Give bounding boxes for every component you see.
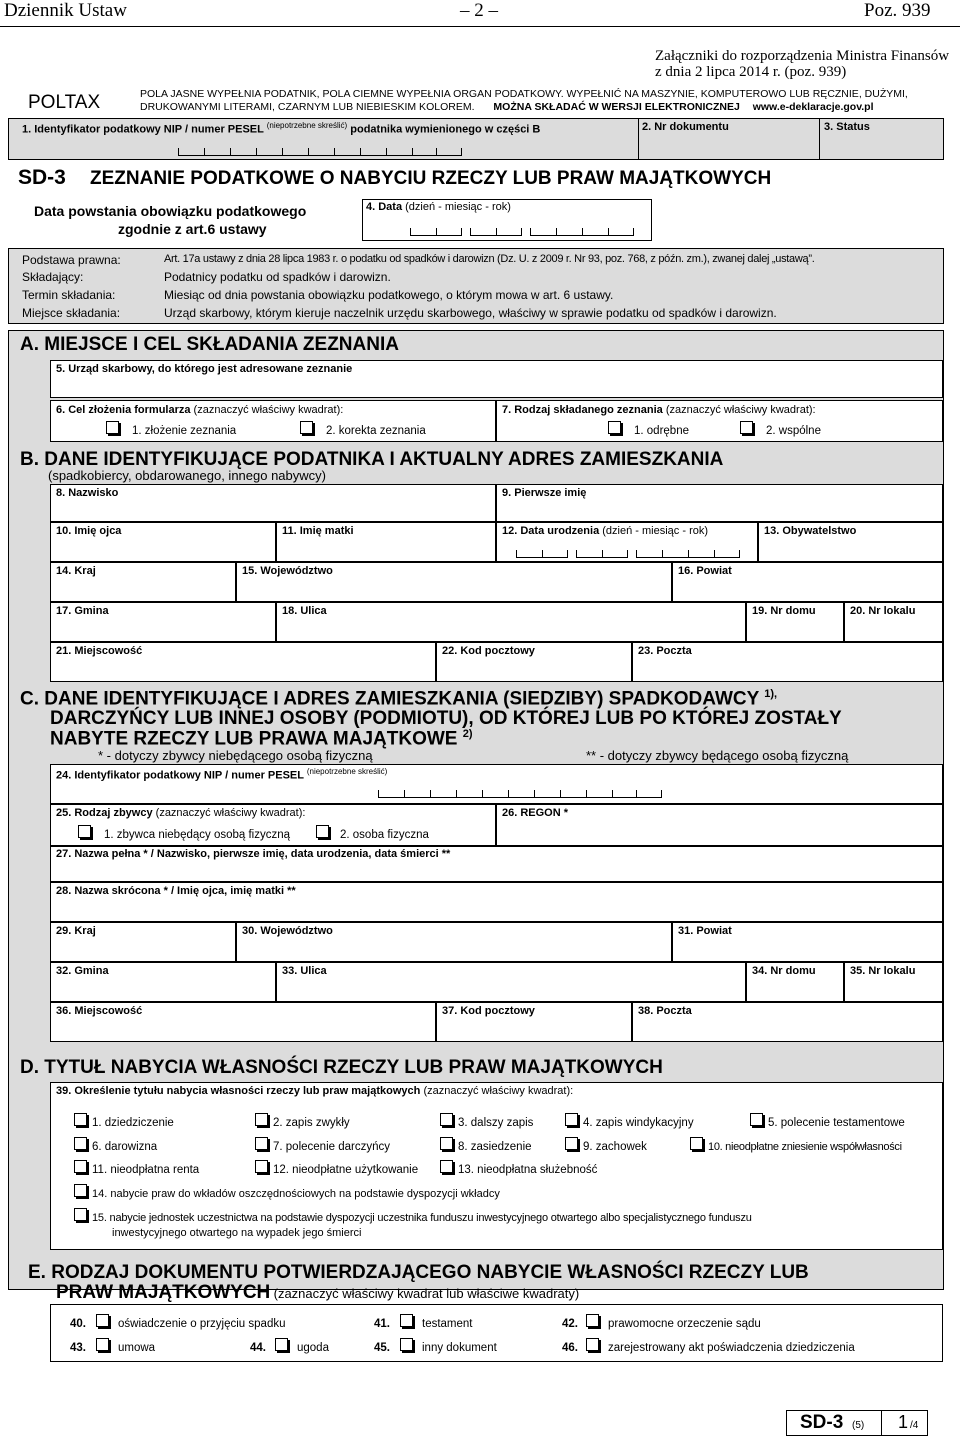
checkbox-vindication-bequest[interactable] <box>565 1113 578 1126</box>
short-name-label: 28. Nazwa skrócona * / Imię ojca, imię matki ** <box>56 885 296 897</box>
nip-pesel-label <box>22 121 540 136</box>
donor-county-label: 31. Powiat <box>678 925 732 937</box>
father-name-label: 10. Imię ojca <box>56 525 122 537</box>
submitter-label: Składający: <box>22 270 84 284</box>
footer-version: (5) <box>852 1420 865 1431</box>
donor-type-note: (zaznaczyć właściwy kwadrat): <box>155 807 306 819</box>
regon-label: 26. REGON * <box>502 807 569 819</box>
checkbox-court-ruling[interactable] <box>586 1314 599 1327</box>
option-testament: testament <box>422 1318 473 1330</box>
place-value: Urząd skarbowy, którym kieruje naczelnik urzędu skarbowego, właściwy w sprawie podatku od spadków i darowizn. <box>164 306 777 320</box>
option-further-bequest: 3. dalszy zapis <box>458 1117 534 1129</box>
obligation-date-subtitle: zgodnie z art.6 ustawy <box>118 221 267 237</box>
form-code: SD-3 <box>18 166 66 189</box>
donor-street-field[interactable] <box>276 962 746 1002</box>
purpose-note: (zaznaczyć właściwy kwadrat): <box>193 404 344 416</box>
checkbox-natural-person[interactable] <box>316 825 329 838</box>
purpose-label-text: 6. Cel złożenia formularza <box>56 404 191 416</box>
option-testamentary-instruction: 5. polecenie testamentowe <box>768 1117 905 1129</box>
voivodeship-label: 15. Województwo <box>242 565 333 577</box>
item-45-number: 45. <box>374 1342 390 1354</box>
option-free-annuity: 11. nieodpłatna renta <box>92 1164 200 1176</box>
donor-nip-label-text: 24. Identyfikator podatkowy NIP / numer PESEL <box>56 769 304 782</box>
surname-label: 8. Nazwisko <box>56 487 119 499</box>
item-41-number: 41. <box>374 1318 390 1330</box>
option-agreement: umowa <box>118 1342 156 1354</box>
birth-date-label-text: 12. Data urodzenia <box>502 525 600 537</box>
option-submission: 1. złożenie zeznania <box>132 425 237 437</box>
donor-nip-input[interactable] <box>378 790 662 798</box>
purpose-label <box>56 404 343 416</box>
nip-pesel-note: (niepotrzebne skreślić) <box>266 121 348 130</box>
nip-pesel-input[interactable] <box>178 148 462 156</box>
section-c-title-1-text: C. DANE IDENTYFIKUJĄCE I ADRES ZAMIESZKANIA (SIEDZIBY) SPADKODAWCY <box>20 688 759 710</box>
place-label: Miejsce składania: <box>22 306 121 320</box>
instructions-line-1: POLA JASNE WYPEŁNIA PODATNIK, POLA CIEMNE WYPEŁNIA ORGAN PODATKOWY. WYPEŁNIĆ NA MASZYNIE, KOMPUTEROWO LUB RĘCZNIE, DUŻYMI, <box>140 88 908 100</box>
header-divider <box>0 26 960 27</box>
checkbox-correction[interactable] <box>300 421 313 434</box>
option-non-natural-person: 1. zbywca niebędący osobą fizyczną <box>104 829 291 841</box>
birth-day-input[interactable] <box>516 550 568 558</box>
legal-basis-label: Podstawa prawna: <box>22 253 121 267</box>
option-separate: 1. odrębne <box>634 425 689 437</box>
checkbox-further-bequest[interactable] <box>440 1113 453 1126</box>
option-inheritance-certificate: zarejestrowany akt poświadczenia dziedziczenia <box>608 1342 855 1354</box>
checkbox-agreement[interactable] <box>96 1338 109 1351</box>
annex-line-2: z dnia 2 lipca 2014 r. (poz. 939) <box>655 64 847 80</box>
option-inheritance: 1. dziedziczenie <box>92 1117 174 1129</box>
option-natural-person: 2. osoba fizyczna <box>340 829 429 841</box>
donor-type-label-text: 25. Rodzaj zbywcy <box>56 807 153 819</box>
street-label: 18. Ulica <box>282 605 327 617</box>
checkbox-free-usufruct[interactable] <box>255 1160 268 1173</box>
section-b-subtitle: (spadkobiercy, obdarowanego, innego nabywcy) <box>48 468 326 483</box>
option-co-ownership-dissolution: 10. nieodpłatne zniesienie współwłasności <box>708 1141 902 1153</box>
full-name-label: 27. Nazwa pełna * / Nazwisko, pierwsze imię, data urodzenia, data śmierci ** <box>56 848 451 860</box>
donor-post-office-label: 38. Poczta <box>638 1005 692 1017</box>
natural-person-note: ** - dotyczy zbywcy będącego osobą fizyczną <box>586 748 849 763</box>
footer-total-pages: /4 <box>910 1420 919 1431</box>
street-field[interactable] <box>276 602 746 642</box>
option-vindication-bequest: 4. zapis windykacyjny <box>583 1117 694 1129</box>
donor-nip-label <box>56 767 387 782</box>
declaration-type-note: (zaznaczyć właściwy kwadrat): <box>665 404 816 416</box>
instructions-electronic: MOŻNA SKŁADAĆ W WERSJI ELEKTRONICZNEJ <box>493 101 740 113</box>
poltax-logo: POLTAX <box>28 92 101 113</box>
date-year-input[interactable] <box>530 228 634 236</box>
item-40-number: 40. <box>70 1318 86 1330</box>
birth-year-input[interactable] <box>636 550 740 558</box>
checkbox-free-easement[interactable] <box>440 1160 453 1173</box>
postal-code-label: 22. Kod pocztowy <box>442 645 535 657</box>
checkbox-legitime[interactable] <box>565 1137 578 1150</box>
county-label: 16. Powiat <box>678 565 732 577</box>
date-day-input[interactable] <box>410 228 462 236</box>
option-ordinary-bequest: 2. zapis zwykły <box>273 1117 350 1129</box>
commune-label: 17. Gmina <box>56 605 109 617</box>
instructions-line-2 <box>140 101 874 113</box>
option-legitime: 9. zachowek <box>583 1141 647 1153</box>
acquisition-title-label-text: 39. Określenie tytułu nabycia własności rzeczy lub praw majątkowych <box>56 1085 421 1097</box>
option-donation: 6. darowizna <box>92 1141 158 1153</box>
date-field-note: (dzień - miesiąc - rok) <box>405 201 511 213</box>
legal-basis-value: Art. 17a ustawy z dnia 28 lipca 1983 r. o podatku od spadków i darowizn (Dz. U. z 2009 r. Nr 93, poz. 768, z późn. zm.), zwanej dalej „ustawą”. <box>164 253 815 265</box>
section-c-title-1 <box>20 688 777 710</box>
donor-street-label: 33. Ulica <box>282 965 327 977</box>
citizenship-label: 13. Obywatelstwo <box>764 525 857 537</box>
checkbox-free-annuity[interactable] <box>74 1160 87 1173</box>
position-number: Poz. 939 <box>864 0 931 21</box>
birth-date-label <box>502 525 708 537</box>
first-name-label: 9. Pierwsze imię <box>502 487 587 499</box>
donor-locality-label: 36. Miejscowość <box>56 1005 143 1017</box>
donor-country-label: 29. Kraj <box>56 925 96 937</box>
donor-nip-note: (niepotrzebne skreślić) <box>306 767 388 776</box>
instructions-colors: DRUKOWANYMI LITERAMI, CZARNYM LUB NIEBIESKIM KOLOREM. <box>140 101 475 113</box>
country-label: 14. Kraj <box>56 565 96 577</box>
item-46-number: 46. <box>562 1342 578 1354</box>
option-correction: 2. korekta zeznania <box>326 425 426 437</box>
donor-voivodeship-label: 30. Województwo <box>242 925 333 937</box>
checkbox-submission[interactable] <box>106 421 119 434</box>
option-savings-deposits: 14. nabycie praw do wkładów oszczędnościowych na podstawie dyspozycji wkładcy <box>92 1188 500 1200</box>
declaration-type-label-text: 7. Rodzaj składanego zeznania <box>502 404 663 416</box>
document-number-label: 2. Nr dokumentu <box>642 121 729 133</box>
checkbox-investment-units[interactable] <box>74 1208 87 1221</box>
item-44-number: 44. <box>250 1342 266 1354</box>
checkbox-joint[interactable] <box>740 421 753 434</box>
form-title: ZEZNANIE PODATKOWE O NABYCIU RZECZY LUB PRAW MAJĄTKOWYCH <box>90 168 772 189</box>
donor-commune-label: 32. Gmina <box>56 965 109 977</box>
submitter-value: Podatnicy podatku od spadków i darowizn. <box>164 270 391 284</box>
option-investment-units: 15. nabycie jednostek uczestnictwa na podstawie dyspozycji uczestnika funduszu inwestycyjnego otwartego albo specjalistycznego funduszu <box>92 1212 752 1224</box>
nip-pesel-label-tail: podatnika wymienionego w części B <box>350 123 541 136</box>
birth-month-input[interactable] <box>576 550 628 558</box>
section-c-footnote-2: 2) <box>462 728 473 740</box>
checkbox-separate[interactable] <box>608 421 621 434</box>
deadline-value: Miesiąc od dnia powstania obowiązku podatkowego, o którym mowa w art. 6 ustawy. <box>164 288 614 302</box>
obligation-date-title: Data powstania obowiązku podatkowego <box>34 203 307 219</box>
status-label: 3. Status <box>824 121 870 133</box>
deadline-label: Termin składania: <box>22 288 116 302</box>
page-number: – 2 – <box>460 0 498 21</box>
section-d-title: D. TYTUŁ NABYCIA WŁASNOŚCI RZECZY LUB PRAW MAJĄTKOWYCH <box>20 1057 663 1078</box>
option-joint: 2. wspólne <box>766 425 821 437</box>
option-free-easement: 13. nieodpłatna służebność <box>458 1164 598 1176</box>
section-e-title-2-text: PRAW MAJĄTKOWYCH <box>56 1282 271 1303</box>
checkbox-non-natural-person[interactable] <box>78 825 91 838</box>
section-e-title-1: E. RODZAJ DOKUMENTU POTWIERDZAJĄCEGO NABYCIE WŁASNOŚCI RZECZY LUB <box>28 1262 809 1283</box>
checkbox-testamentary-instruction[interactable] <box>750 1113 763 1126</box>
mother-name-label: 11. Imię matki <box>282 525 354 537</box>
annex-line-1: Załączniki do rozporządzenia Ministra Finansów <box>655 48 950 64</box>
section-e-title-2 <box>56 1282 579 1304</box>
checkbox-settlement[interactable] <box>275 1338 288 1351</box>
declaration-type-label <box>502 404 816 416</box>
checkbox-inheritance-certificate[interactable] <box>586 1338 599 1351</box>
donor-type-label <box>56 807 305 819</box>
checkbox-other-document[interactable] <box>400 1338 413 1351</box>
section-b-title: B. DANE IDENTYFIKUJĄCE PODATNIKA I AKTUALNY ADRES ZAMIESZKANIA <box>20 449 724 470</box>
donor-postal-code-label: 37. Kod pocztowy <box>442 1005 535 1017</box>
checkbox-inheritance-acceptance[interactable] <box>96 1314 109 1327</box>
section-e-note: (zaznaczyć właściwy kwadrat lub właściwe kwadraty) <box>273 1286 580 1301</box>
journal-name: Dziennik Ustaw <box>4 0 127 21</box>
footer-form-code: SD-3 <box>800 1412 844 1433</box>
checkbox-savings-deposits[interactable] <box>74 1184 87 1197</box>
option-free-usufruct: 12. nieodpłatne użytkowanie <box>273 1164 419 1176</box>
footer-page: 1 <box>898 1412 909 1432</box>
option-investment-units-continued: inwestycyjnego otwartego na wypadek jego śmierci <box>112 1227 362 1239</box>
checkbox-donation[interactable] <box>74 1137 87 1150</box>
acquisition-title-label <box>56 1085 573 1097</box>
date-month-input[interactable] <box>470 228 522 236</box>
section-c-title-2: DARCZYŃCY LUB INNEJ OSOBY (PODMIOTU), OD KTÓREJ LUB PO KTÓREJ ZOSTAŁY <box>50 708 842 729</box>
acquisition-title-note: (zaznaczyć właściwy kwadrat): <box>423 1085 574 1097</box>
option-court-ruling: prawomocne orzeczenie sądu <box>608 1318 761 1330</box>
donor-house-number-label: 34. Nr domu <box>752 965 816 977</box>
house-number-label: 19. Nr domu <box>752 605 816 617</box>
checkbox-donor-instruction[interactable] <box>255 1137 268 1150</box>
checkbox-adverse-possession[interactable] <box>440 1137 453 1150</box>
nip-pesel-label-text: 1. Identyfikator podatkowy NIP / numer PESEL <box>22 123 264 136</box>
option-donor-instruction: 7. polecenie darczyńcy <box>273 1141 390 1153</box>
donor-apartment-number-label: 35. Nr lokalu <box>850 965 916 977</box>
checkbox-ordinary-bequest[interactable] <box>255 1113 268 1126</box>
section-c-title-3 <box>50 728 473 750</box>
option-inheritance-acceptance: oświadczenie o przyjęciu spadku <box>118 1318 286 1330</box>
apartment-number-label: 20. Nr lokalu <box>850 605 916 617</box>
locality-label: 21. Miejscowość <box>56 645 143 657</box>
checkbox-inheritance[interactable] <box>74 1113 87 1126</box>
checkbox-co-ownership-dissolution[interactable] <box>690 1137 703 1150</box>
option-adverse-possession: 8. zasiedzenie <box>458 1141 532 1153</box>
option-other-document: inny dokument <box>422 1342 497 1354</box>
date-field-label-text: 4. Data <box>366 201 403 213</box>
legal-person-note: * - dotyczy zbywcy niebędącego osobą fizyczną <box>98 748 373 763</box>
checkbox-testament[interactable] <box>400 1314 413 1327</box>
tax-office-label: 5. Urząd skarbowy, do którego jest adresowane zeznanie <box>56 363 353 375</box>
section-a-title: A. MIEJSCE I CEL SKŁADANIA ZEZNANIA <box>20 334 399 355</box>
birth-date-note: (dzień - miesiąc - rok) <box>602 525 709 537</box>
post-office-label: 23. Poczta <box>638 645 692 657</box>
item-43-number: 43. <box>70 1342 86 1354</box>
date-field-label <box>366 201 511 213</box>
section-c-title-3-text: NABYTE RZECZY LUB PRAWA MAJĄTKOWE <box>50 728 458 750</box>
e-deklaracje-link[interactable]: www.e-deklaracje.gov.pl <box>752 101 874 113</box>
option-settlement: ugoda <box>297 1342 329 1354</box>
section-c-footnote-1: 1), <box>764 688 778 700</box>
item-42-number: 42. <box>562 1318 578 1330</box>
